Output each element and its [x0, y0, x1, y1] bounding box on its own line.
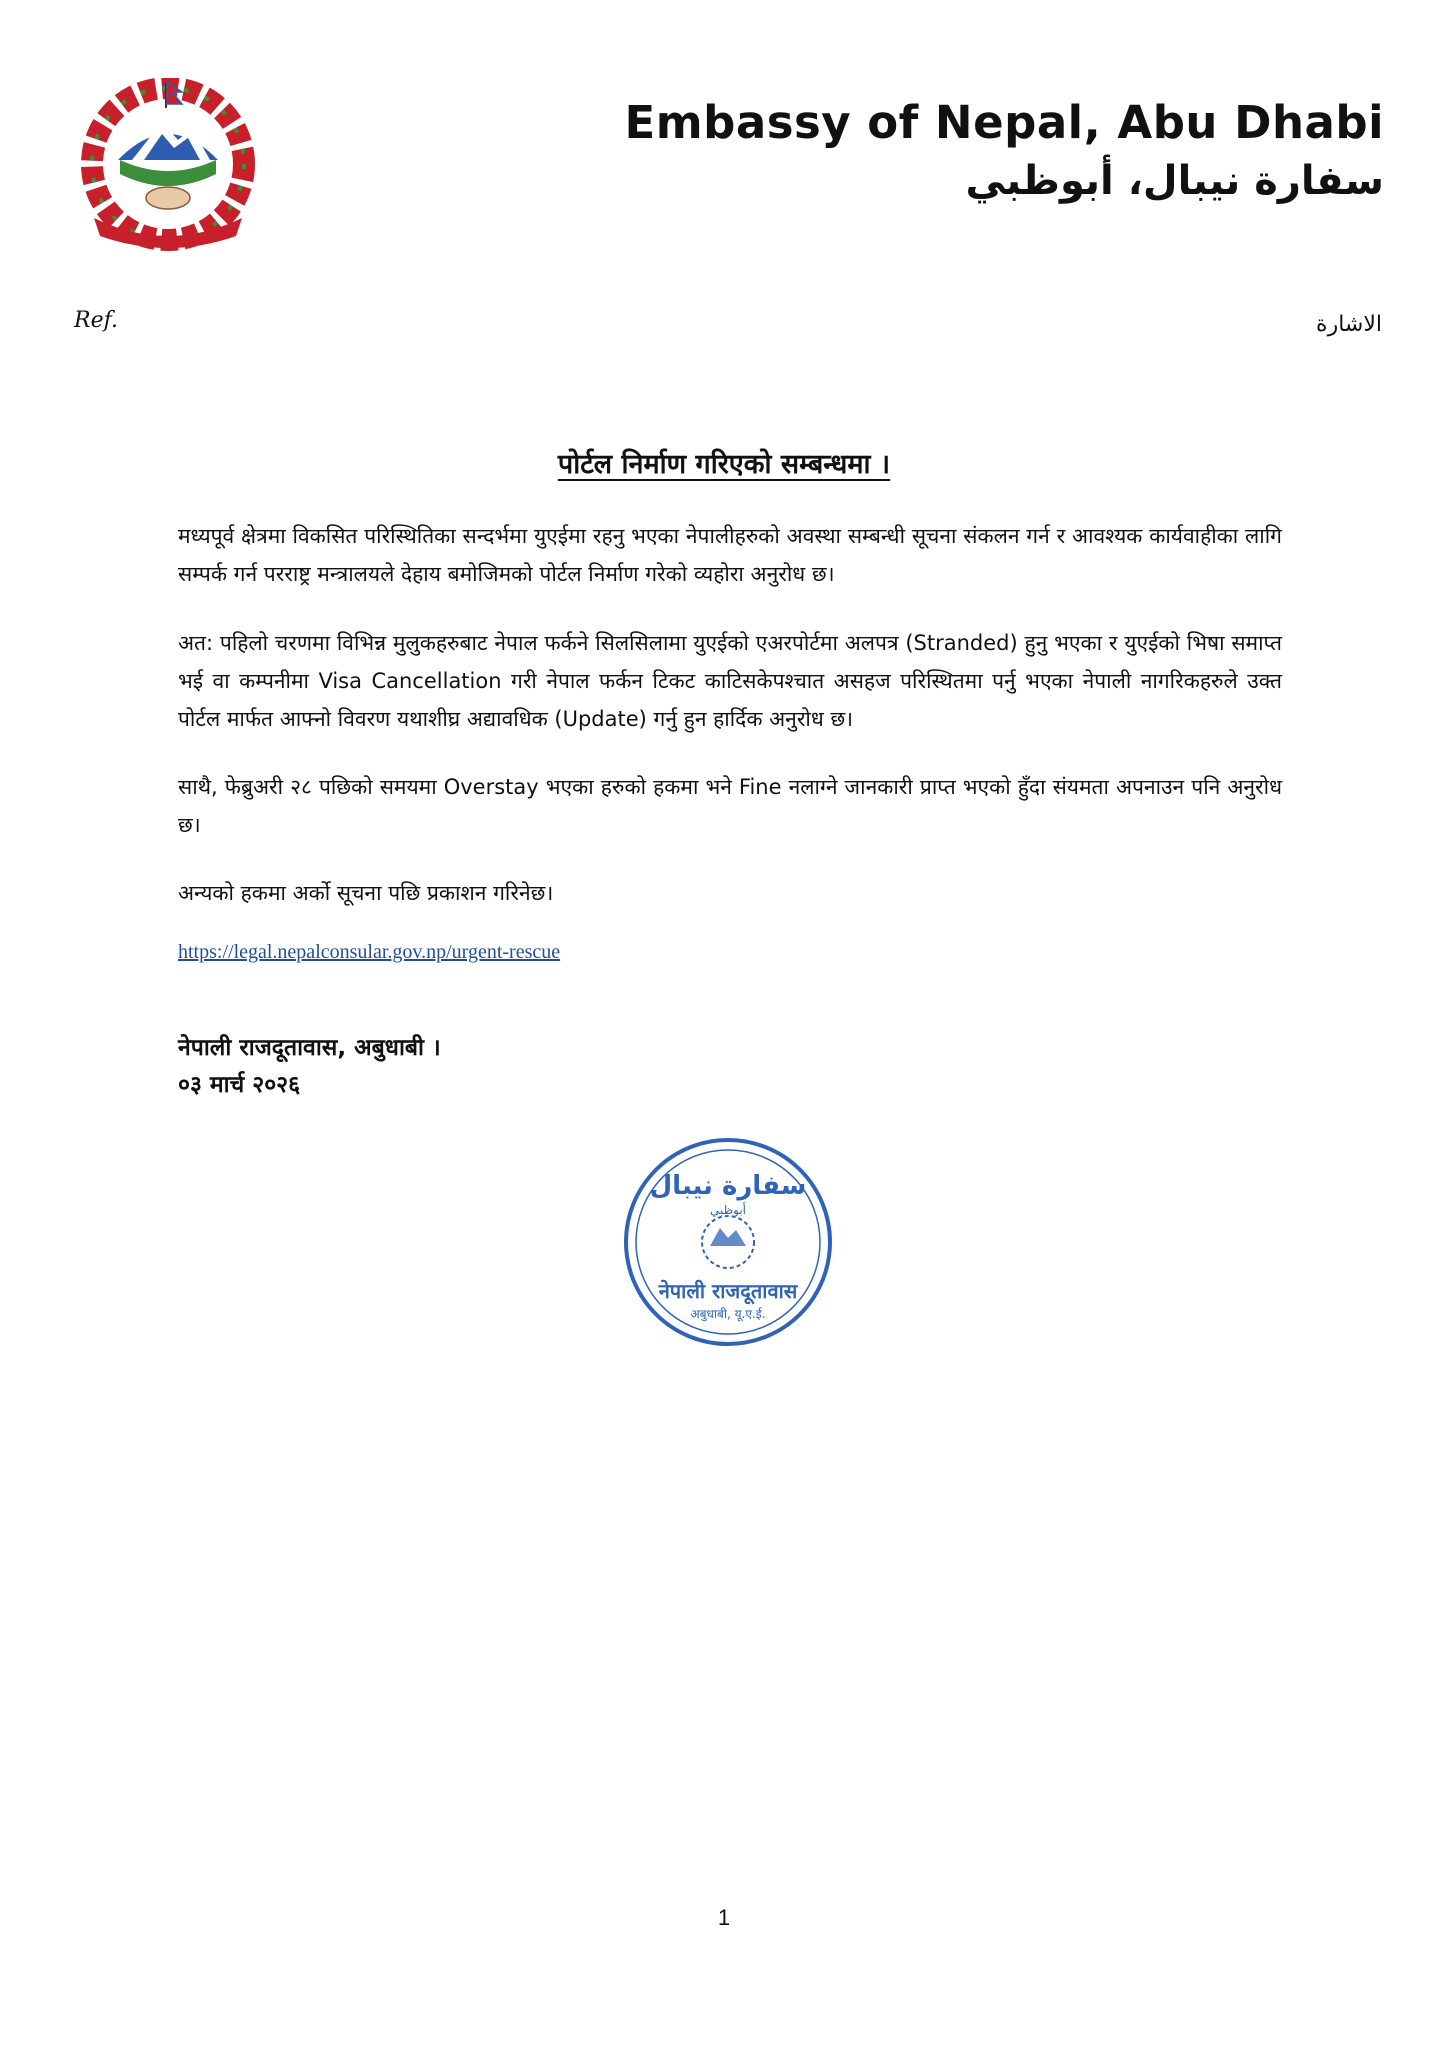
stamp-arabic-small-text: أبوظبي	[709, 1203, 747, 1217]
paragraph-2: अत: पहिलो चरणमा विभिन्न मुलुकहरुबाट नेपाल फर्कने सिलसिलामा युएईको एअरपोर्टमा अलपत्र (Stranded) हुनु भएका र युएईको भिषा समाप्त भई वा कम्पनीमा Visa Cancellation गरी नेपाल फर्कन टिकट काटिसकेपश्चात असहज परिस्थितमा पर्नु भएका नेपाली नागरिकहरुले उक्त पोर्टल मार्फत आफ्नो विवरण यथाशीघ्र अद्यावधिक (Update) गर्नु हुन हार्दिक अनुरोध छ।	[178, 631, 1282, 731]
stamp-nepali-small-text: अबुधाबी, यू.ए.ई.	[690, 1307, 766, 1321]
embassy-name-english: Embassy of Nepal, Abu Dhabi	[624, 96, 1384, 149]
embassy-name-arabic: سفارة نيبال، أبوظبي	[965, 158, 1384, 204]
stamp-nepali-text: नेपाली राजदूतावास	[658, 1279, 798, 1303]
embassy-seal-stamp-icon	[622, 1136, 834, 1348]
paragraph-4: अन्यको हकमा अर्को सूचना पछि प्रकाशन गरिनेछ।	[178, 881, 554, 905]
signature-block	[178, 1030, 441, 1104]
reference-label-english: Ref.	[74, 308, 118, 333]
reference-label-arabic: الاشارة	[1316, 312, 1382, 337]
letter-date: ०३ मार्च २०२६	[178, 1072, 301, 1098]
letter-subject: पोर्टल निर्माण गरिएको सम्बन्धमा ।	[557, 449, 891, 480]
paragraph-1: मध्यपूर्व क्षेत्रमा विकसित परिस्थितिका सन्दर्भमा युएईमा रहनु भएका नेपालीहरुको अवस्था सम्बन्धी सूचना संकलन गर्न र आवश्यक कार्यवाहीका लागि सम्पर्क गर्न परराष्ट्र मन्त्रालयले देहाय बमोजिमको पोर्टल निर्माण गरेको व्यहोरा अनुरोध छ।	[178, 524, 1282, 586]
signature-line: नेपाली राजदूतावास, अबुधाबी ।	[178, 1035, 441, 1061]
paragraph-3: साथै, फेब्रुअरी २८ पछिको समयमा Overstay भएका हरुको हकमा भने Fine नलाग्ने जानकारी प्राप्त भएको हुँदा संयमता अपनाउन पनि अनुरोध छ।	[178, 775, 1282, 837]
page-number: 1	[717, 1905, 731, 1930]
stamp-arabic-text: سفارة نيبال	[649, 1171, 807, 1201]
portal-link[interactable]: https://legal.nepalconsular.gov.np/urgent-rescue	[178, 941, 561, 963]
nepal-emblem-icon	[74, 78, 262, 254]
